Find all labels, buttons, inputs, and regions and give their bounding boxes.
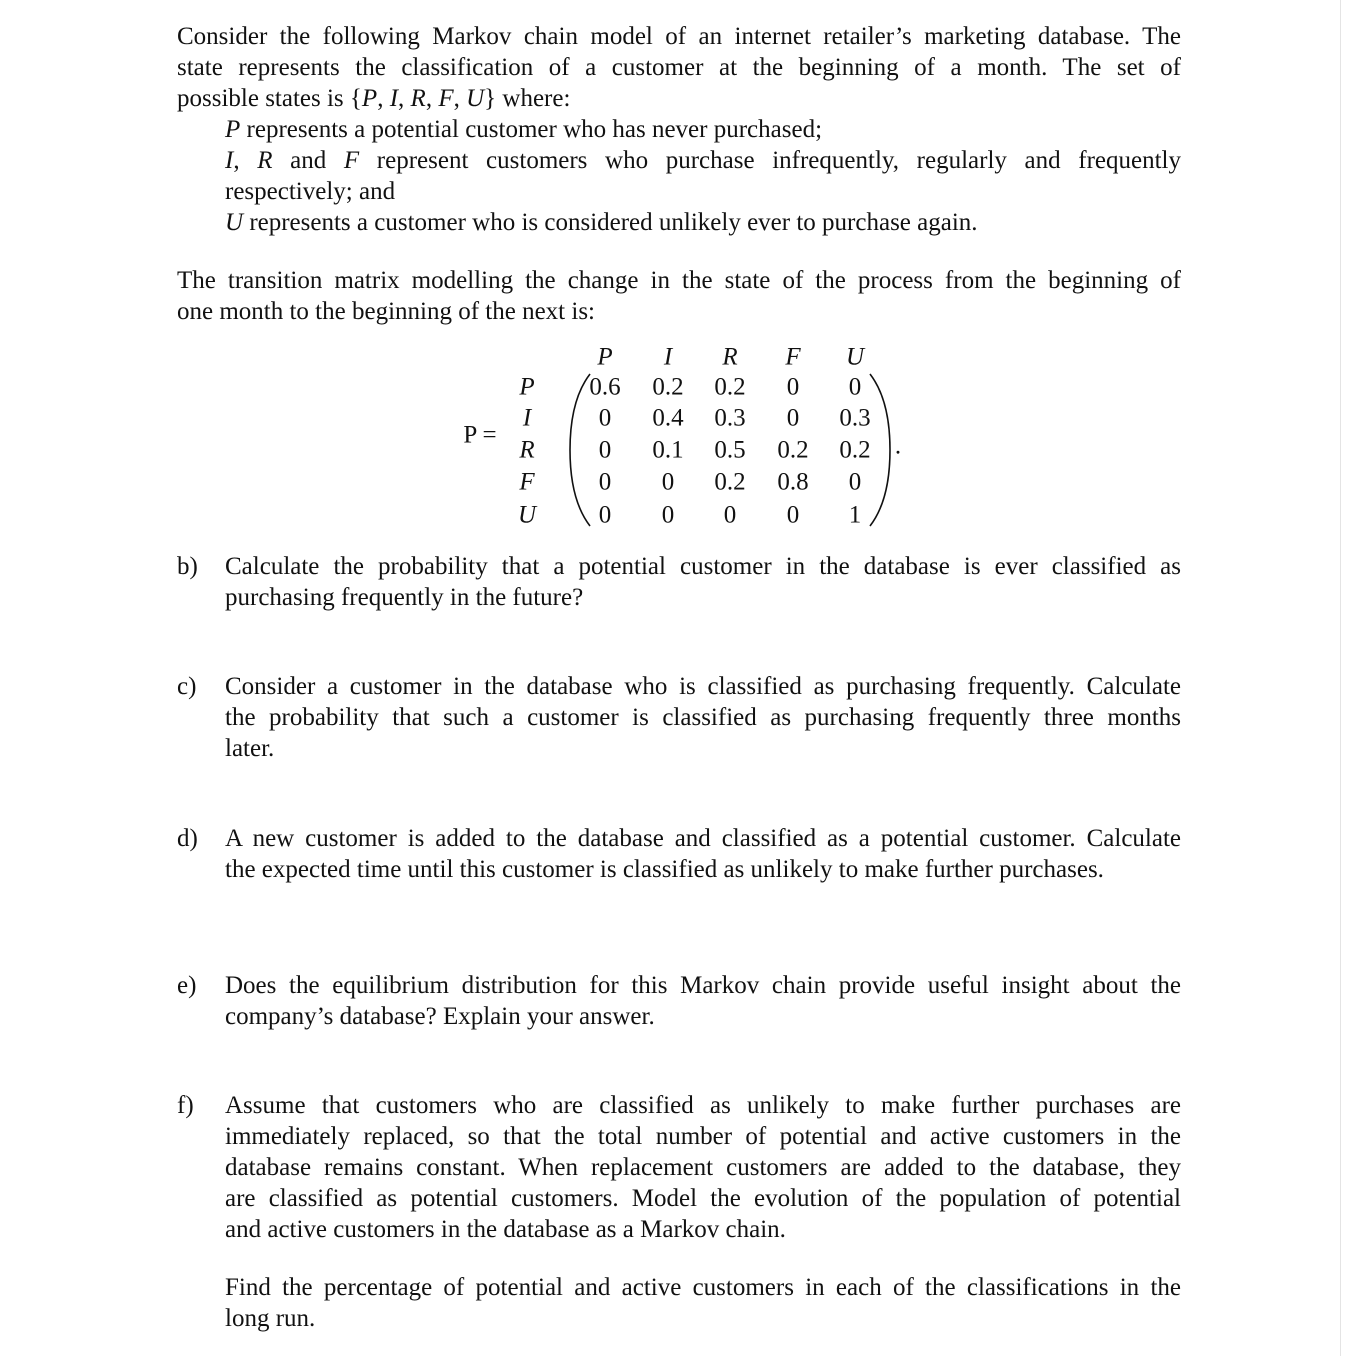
text-run: The transition matrix modelling the change in the state of the process from the beginning of [177,267,1181,294]
text-run: , [425,85,439,112]
question-text [225,671,1181,764]
matrix-cell: 0.2 [839,436,871,464]
matrix-lhs: P = [463,421,497,449]
matrix-cell: 0 [661,468,675,496]
matrix-cell: 1 [848,501,862,529]
state-symbol: R [257,147,273,174]
matrix-cell: 0 [848,468,862,496]
matrix-cell: 0.5 [714,436,746,464]
state-symbol: U [466,85,485,112]
text-line: company’s database? Explain your answer. [225,1003,655,1030]
matrix-row-label: P [519,373,535,401]
text-run: , [398,85,411,112]
question-label: b) [177,553,198,580]
matrix-col-label: R [722,343,738,371]
text-run: represents a customer who is considered unlikely ever to purchase again. [243,209,978,236]
matrix-row-label: U [517,501,537,529]
text-run: respectively; and [225,178,396,205]
text-run: and [272,147,344,174]
matrix-cell: 0.2 [714,468,746,496]
matrix-col-label: P [597,343,613,371]
matrix-cell: 0 [786,404,800,432]
text-line: Find the percentage of potential and active customers in each of the classifications in the [225,1274,1181,1301]
matrix-cell: 0.2 [777,436,809,464]
text-run: Consider the following Markov chain model of an internet retailer’s marketing database. The [177,23,1181,50]
state-symbol: U [225,209,244,236]
text-line: Does the equilibrium distribution for this Markov chain provide useful insight about the [225,972,1181,999]
matrix-cell: 0 [786,373,800,401]
question-label: c) [177,673,197,700]
text-run: represent customers who purchase infrequently, regularly and frequently [359,147,1181,174]
matrix-cell: 0.4 [652,404,684,432]
state-symbol: I [389,85,399,112]
state-symbol: F [343,147,360,174]
matrix-cell: 0 [661,501,675,529]
text-run: , [233,147,258,174]
text-line: Assume that customers who are classified as unlikely to make further purchases are [225,1092,1181,1119]
text-line: the probability that such a customer is classified as purchasing frequently three months [225,704,1181,731]
text-run: one month to the beginning of the next is: [177,298,595,325]
state-symbol: P [361,85,378,112]
matrix-cell: 0.2 [652,373,684,401]
text-run: , [377,85,390,112]
matrix-cell: 0.6 [589,373,621,401]
matrix-cell: 0 [598,468,612,496]
text-run: possible states is { [177,85,362,112]
matrix-cell: 0 [598,501,612,529]
text-line: A new customer is added to the database and classified as a potential customer. Calculate [225,825,1181,852]
matrix-row-label: I [522,404,532,432]
matrix-cell: 0.2 [714,373,746,401]
matrix-cell: 0 [848,373,862,401]
matrix-cell: 0 [598,404,612,432]
text-run: , [453,85,467,112]
text-line: Consider a customer in the database who is classified as purchasing frequently. Calculate [225,673,1181,700]
text-line: Calculate the probability that a potential customer in the database is ever classified as [225,553,1181,580]
matrix-row-label: R [519,436,535,464]
text-run: represents a potential customer who has never purchased; [240,116,823,143]
text-line: later. [225,735,275,762]
matrix-period: . [894,432,902,460]
matrix-cell: 0.1 [652,436,684,464]
matrix-cell: 0 [598,436,612,464]
matrix-row-label: F [519,468,535,496]
question-text [225,1090,1181,1245]
question-label: f) [177,1092,194,1119]
text-run: } where: [484,85,571,112]
matrix-col-label: F [785,343,801,371]
matrix-cell: 0 [723,501,737,529]
text-line: are classified as potential customers. Model the evolution of the population of potential [225,1185,1181,1212]
state-symbol: I [225,147,234,174]
text-line: purchasing frequently in the future? [225,584,584,611]
text-run: state represents the classification of a customer at the beginning of a month. The set of [177,54,1181,81]
question-label: d) [177,825,198,852]
matrix-col-label: I [663,343,673,371]
question-text [225,551,1181,613]
text-line: and active customers in the database as a Markov chain. [225,1216,786,1243]
state-symbol: P [225,116,241,143]
state-symbol: R [410,85,426,112]
question-text [225,823,1181,885]
text-line: database remains constant. When replacement customers are added to the database, they [225,1154,1181,1181]
question-followup [225,1272,1181,1334]
matrix-cell: 0 [786,501,800,529]
matrix-cell: 0.8 [777,468,809,496]
text-line: long run. [225,1305,316,1332]
text-line: the expected time until this customer is classified as unlikely to make further purchases. [225,856,1104,883]
text-line: immediately replaced, so that the total number of potential and active customers in the [225,1123,1181,1150]
question-text [225,970,1181,1032]
matrix-cell: 0.3 [714,404,746,432]
matrix-col-label: U [845,343,865,371]
question-label: e) [177,972,197,999]
matrix-cell: 0.3 [839,404,871,432]
state-symbol: F [438,85,454,112]
